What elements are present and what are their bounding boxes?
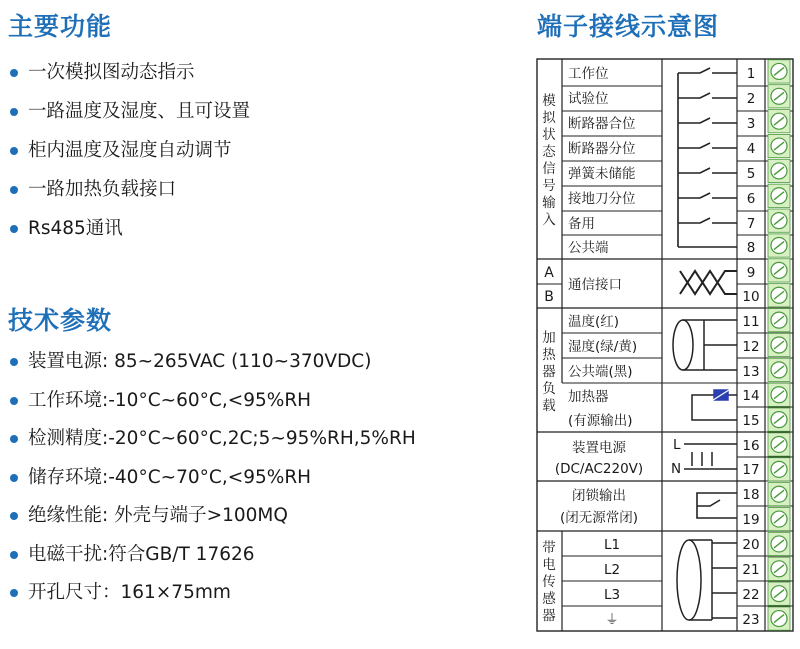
row-label: 断路器合位 (568, 116, 636, 132)
terminal-number: 18 (742, 487, 760, 503)
vertical-char: 载 (542, 398, 556, 414)
row-label: 温度(红) (568, 314, 620, 330)
diagram-title: 端子接线示意图 (537, 12, 720, 41)
vertical-char: 热 (542, 347, 556, 363)
row-label: 工作位 (568, 66, 609, 82)
row-label: 加热器 (568, 389, 609, 405)
group-label-heater (542, 330, 556, 414)
group-label-sensor (542, 539, 556, 624)
param-item: 储存环境:-40°C~70°C,<95%RH (4, 468, 416, 507)
terminal-number: 12 (742, 339, 760, 355)
vertical-char: 器 (542, 364, 556, 380)
live-sensor-icon (677, 540, 737, 620)
terminal-diagram (532, 0, 800, 645)
row-label: 通信接口 (568, 277, 622, 293)
param-item: 绝缘性能: 外壳与端子>100MQ (4, 506, 416, 545)
row-label: (闭无源常闭) (559, 510, 639, 526)
terminal-number: 14 (742, 388, 760, 404)
row-label: (DC/AC220V) (554, 461, 644, 477)
terminal-number: 9 (746, 265, 756, 281)
power-l-label: L (673, 437, 681, 453)
row-label: 接地刀分位 (568, 191, 636, 207)
tech-params-list (4, 352, 416, 622)
power-n-label: N (671, 461, 682, 477)
param-item: 开孔尺寸：161×75mm (4, 583, 416, 622)
switch-contacts (678, 68, 737, 247)
terminal-number: 21 (742, 562, 760, 578)
group-label-analog (542, 92, 556, 228)
row-label: L3 (603, 587, 621, 603)
vertical-char: 感 (542, 591, 556, 607)
terminal-number: 15 (742, 413, 760, 429)
terminal-number: 3 (746, 116, 756, 132)
terminal-number: 22 (742, 587, 760, 603)
row-label: 备用 (568, 216, 595, 232)
vertical-char: 负 (542, 381, 556, 397)
main-functions-title: 主要功能 (8, 12, 113, 41)
terminal-diagram-svg (532, 0, 800, 645)
feature-item: 一次模拟图动态指示 (4, 63, 250, 102)
row-label: L2 (603, 562, 621, 578)
vertical-char: 器 (542, 608, 556, 624)
vertical-char: 入 (542, 212, 556, 228)
vertical-char: 带 (542, 540, 556, 556)
row-label: L1 (603, 537, 621, 553)
row-label: 断路器分位 (568, 141, 636, 157)
terminal-number: 4 (746, 141, 756, 157)
ground-symbol: ⏚ (605, 612, 619, 628)
vertical-char: 输 (542, 195, 556, 211)
terminal-numbers (742, 66, 759, 628)
row-labels (555, 66, 643, 628)
terminal-number: 17 (742, 462, 760, 478)
terminal-number: 6 (746, 191, 756, 207)
vertical-char: 状 (542, 127, 556, 143)
feature-item: 柜内温度及湿度自动调节 (4, 141, 250, 180)
row-label: 公共端 (568, 240, 609, 256)
vertical-char: 拟 (542, 110, 556, 126)
row-label: 湿度(绿/黄) (568, 339, 638, 355)
comm-twisted-pair-icon (680, 271, 737, 294)
vertical-char: 传 (542, 574, 556, 590)
row-label: 闭锁输出 (572, 488, 626, 504)
main-functions-list (4, 63, 250, 258)
vertical-char: 信 (542, 161, 556, 177)
feature-item: 一路温度及湿度、且可设置 (4, 102, 250, 141)
comm-a-label: A (544, 265, 554, 281)
param-item: 工作环境:-10°C~60°C,<95%RH (4, 391, 416, 430)
row-label: 试验位 (568, 91, 609, 107)
vertical-char: 加 (542, 330, 556, 346)
param-item: 装置电源: 85~265VAC (110~370VDC) (4, 352, 416, 391)
param-item: 电磁干扰:符合GB/T 17626 (4, 545, 416, 584)
vertical-char: 号 (542, 178, 556, 194)
terminal-number: 8 (746, 240, 756, 256)
terminal-number: 7 (746, 216, 756, 232)
row-label: 弹簧未储能 (568, 166, 636, 182)
terminal-number: 13 (742, 364, 760, 380)
tech-params-title: 技术参数 (8, 306, 113, 335)
feature-item: 一路加热负载接口 (4, 180, 250, 219)
screw-terminal-block (768, 60, 790, 630)
vertical-char: 态 (542, 144, 556, 160)
lock-output-contact-icon (697, 493, 737, 518)
terminal-number: 16 (742, 438, 760, 454)
comm-b-label: B (544, 289, 554, 305)
terminal-number: 20 (742, 537, 760, 553)
row-label: 公共端(黑) (568, 364, 633, 380)
terminal-number: 10 (742, 289, 760, 305)
terminal-number: 19 (742, 512, 760, 528)
power-input-icon (684, 444, 737, 469)
row-label: (有源输出) (568, 413, 633, 429)
heater-icon (692, 388, 737, 420)
feature-item: Rs485通讯 (4, 219, 250, 258)
terminal-number: 1 (746, 66, 756, 82)
terminal-number: 11 (742, 314, 760, 330)
row-label: 装置电源 (572, 440, 626, 456)
param-item: 检测精度:-20°C~60°C,2C;5~95%RH,5%RH (4, 429, 416, 468)
terminal-number: 5 (746, 166, 756, 182)
terminal-number: 2 (746, 91, 756, 107)
vertical-char: 电 (542, 557, 556, 573)
terminal-number: 23 (742, 612, 760, 628)
vertical-char: 模 (542, 93, 556, 109)
temp-humidity-sensor-icon (673, 320, 737, 370)
